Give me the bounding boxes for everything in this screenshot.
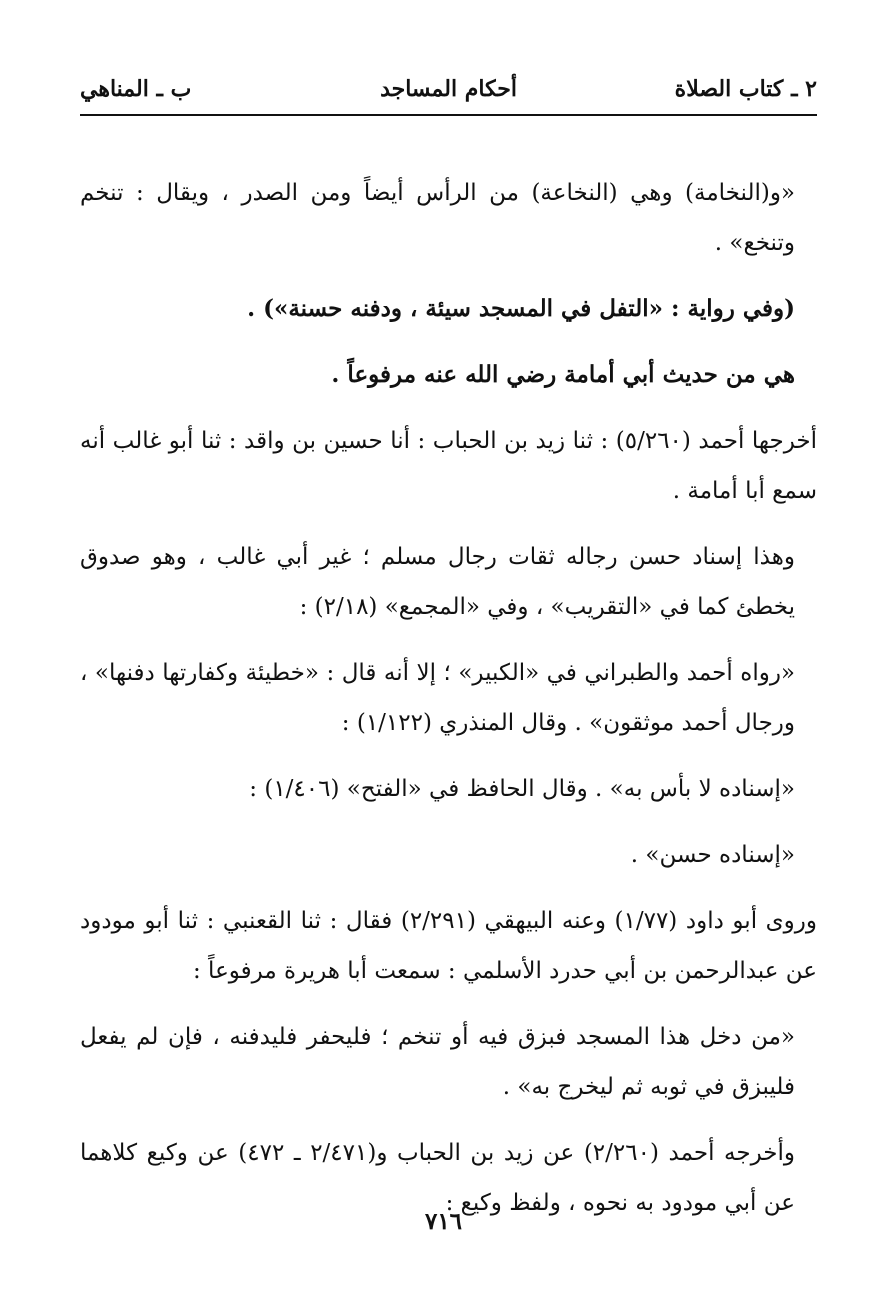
paragraph-11: وأخرجه أحمد (٢/٢٦٠) عن زيد بن الحباب و(٢/٤٧١ ـ ٤٧٢) عن وكيع كلاهما عن أبي مودود به نحوه ، ولفظ وكيع : — [80, 1140, 795, 1216]
paragraph-7-quote: «إسناده لا بأس به» . وقال الحافظ في «الفتح» (١/٤٠٦) : — [249, 776, 795, 802]
header-section-title: ب ـ المناهي — [80, 76, 192, 102]
paragraph-5: وهذا إسناد حسن رجاله ثقات رجال مسلم ؛ غير أبي غالب ، وهو صدوق يخطئ كما في «التقريب» ، وفي «المجمع» (٢/١٨) : — [80, 544, 795, 620]
paragraph-10-quote: «من دخل هذا المسجد فبزق فيه أو تنخم ؛ فليحفر فليدفنه ، فإن لم يفعل فليبزق في ثوبه ثم ليخرج به» . — [80, 1024, 795, 1100]
paragraph-4: أخرجها أحمد (٥/٢٦٠) : ثنا زيد بن الحباب : أنا حسين بن واقد : ثنا أبو غالب أنه سمع أبا أمامة . — [80, 428, 817, 504]
paragraph-1: «و(النخامة) وهي (النخاعة) من الرأس أيضاً ومن الصدر ، ويقال : تنخم وتنخع» . — [80, 180, 795, 256]
paragraph-3: هي من حديث أبي أمامة رضي الله عنه مرفوعاً . — [331, 361, 795, 388]
paragraph-8-quote: «إسناده حسن» . — [630, 842, 795, 868]
header-book-title: ٢ ـ كتاب الصلاة — [674, 76, 817, 102]
paragraph-9: وروى أبو داود (١/٧٧) وعنه البيهقي (٢/٢٩١) فقال : ثنا القعنبي : ثنا أبو مودود عن عبدالرحمن بن أبي حدرد الأسلمي : سمعت أبا هريرة مرفوعاً : — [80, 908, 817, 984]
header-chapter-title: أحكام المساجد — [380, 76, 517, 102]
paragraph-6-quote: «رواه أحمد والطبراني في «الكبير» ؛ إلا أنه قال : «خطيئة وكفارتها دفنها» ، ورجال أحمد موثقون» . وقال المنذري (١/١٢٢) : — [80, 660, 795, 736]
page-body — [80, 168, 817, 1244]
page-number: ٧١٦ — [424, 1208, 463, 1235]
running-header — [80, 70, 817, 116]
paragraph-2-quote: (وفي رواية : «التفل في المسجد سيئة ، ودفنه حسنة») . — [247, 295, 795, 322]
